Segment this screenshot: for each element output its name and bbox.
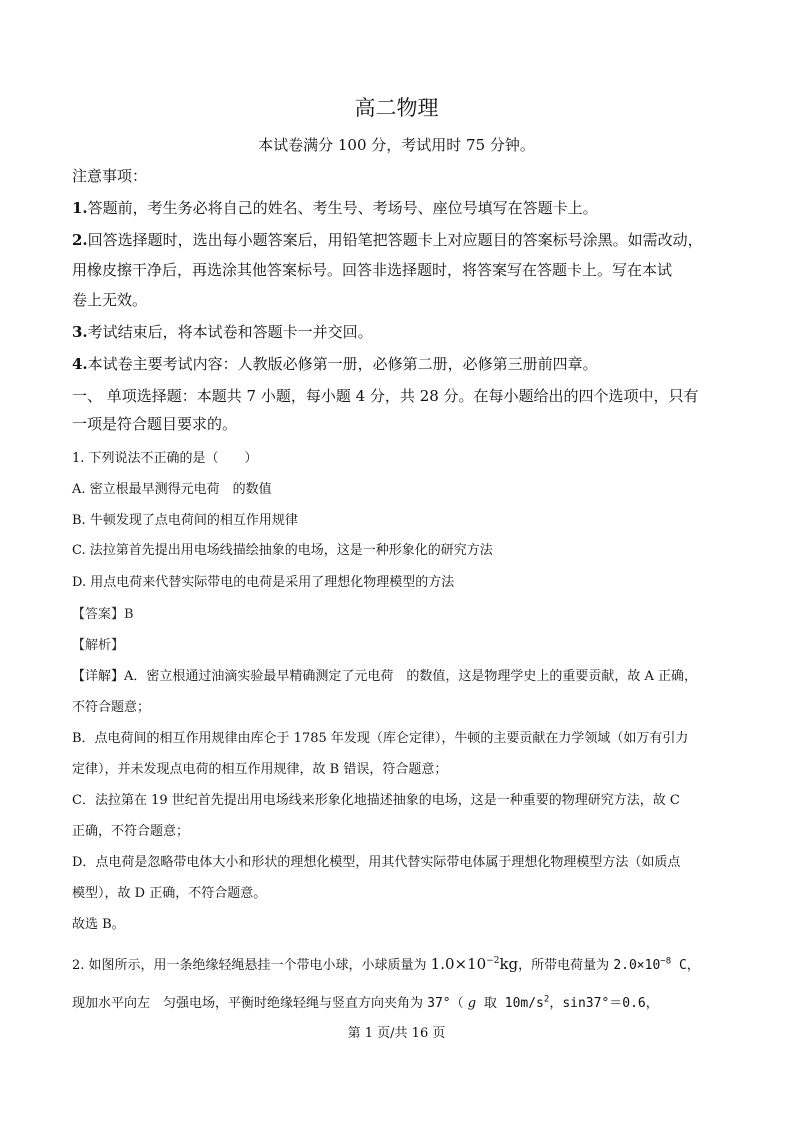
mass-exponent: −2 bbox=[486, 956, 500, 966]
mass-base: 1.0×10 bbox=[430, 955, 487, 973]
q2-text: ，所带电荷量为 bbox=[518, 958, 614, 973]
q2-text: 2. 如图所示，用一条绝缘轻绳悬挂一个带电小球，小球质量为 bbox=[72, 958, 431, 973]
detail-line: B．点电荷间的相互作用规律由库仑于 1785 年发现（库仑定律），牛顿的主要贡献在力学领域（如万有引力 bbox=[72, 731, 689, 746]
question-1-option-a: A. 密立根最早测得元电荷 的数值 bbox=[72, 482, 272, 497]
notice-item-1 bbox=[72, 198, 598, 218]
notice-item-text: 回答选择题时，选出每小题答案后，用铅笔把答题卡上对应题目的答案标号涂黑。如需改动， bbox=[87, 231, 703, 249]
q2-text: （ bbox=[450, 996, 468, 1011]
notice-item-4 bbox=[72, 354, 598, 374]
g-symbol: g bbox=[467, 996, 477, 1011]
notice-item-2-cont-1: 用橡皮擦干净后，再选涂其他答案标号。回答非选择题时，将答案写在答题卡上。写在本试 bbox=[72, 261, 673, 279]
question-1-option-d: D. 用点电荷来代替实际带电的电荷是采用了理想化物理模型的方法 bbox=[72, 575, 455, 590]
q2-text: ， bbox=[686, 958, 700, 973]
notice-item-number: 1. bbox=[72, 199, 88, 217]
question-1-option-b: B. 牛顿发现了点电荷间的相互作用规律 bbox=[72, 513, 298, 528]
notice-item-text: 考试结束后，将本试卷和答题卡一并交回。 bbox=[87, 323, 373, 341]
notice-item-text: 答题前，考生务必将自己的姓名、考生号、考场号、座位号填写在答题卡上。 bbox=[87, 199, 598, 217]
analysis-label: 【解析】 bbox=[72, 638, 125, 653]
charge-exponent: −8 bbox=[660, 956, 672, 967]
charge-value bbox=[613, 958, 686, 973]
notice-item-number: 3. bbox=[72, 323, 88, 341]
q2-text: 现加水平向左 匀强电场，平衡时绝缘轻绳与竖直方向夹角为 bbox=[72, 996, 428, 1011]
exam-subtitle: 本试卷满分 100 分，考试用时 75 分钟。 bbox=[258, 136, 535, 154]
detail-line: 故选 B。 bbox=[72, 917, 125, 932]
g-value-text: 取 10m/s bbox=[476, 996, 544, 1011]
detail-line: 定律），并未发现点电荷的相互作用规律，故 B 错误，符合题意； bbox=[72, 762, 448, 777]
notice-item-number: 2. bbox=[72, 231, 88, 249]
sin-value: ，sin37°＝0.6， bbox=[549, 996, 659, 1011]
charge-base: 2.0×10 bbox=[613, 958, 661, 973]
question-2-line1 bbox=[72, 954, 700, 976]
detail-line: 正确，不符合题意； bbox=[72, 824, 190, 839]
detail-line: 不符合题意； bbox=[72, 700, 151, 715]
detail-line: D．点电荷是忽略带电体大小和形状的理想化模型，用其代替实际带电体属于理想化物理模型方法（如质点 bbox=[72, 855, 681, 870]
charge-unit: C bbox=[671, 958, 687, 973]
notice-item-3 bbox=[72, 322, 373, 342]
question-1-option-c: C. 法拉第首先提出用电场线描绘抽象的电场，这是一种形象化的研究方法 bbox=[72, 543, 493, 558]
page-number: 第 1 页/共 16 页 bbox=[347, 1026, 446, 1041]
notice-item-text: 本试卷主要考试内容：人教版必修第一册，必修第二册，必修第三册前四章。 bbox=[87, 355, 598, 373]
answer-label: 【答案】B bbox=[72, 607, 134, 622]
detail-line: C．法拉第在 19 世纪首先提出用电场线来形象化地描述抽象的电场，这是一种重要的物理研究方法，故 C bbox=[72, 793, 680, 808]
notice-heading: 注意事项： bbox=[72, 167, 148, 185]
question-2-line2 bbox=[72, 994, 659, 1014]
notice-item-number: 4. bbox=[72, 355, 88, 373]
section-heading-line1: 一、 单项选择题：本题共 7 小题，每小题 4 分，共 28 分。在每小题给出的四个选项中，只有 bbox=[72, 387, 699, 405]
mass-unit: kg bbox=[499, 955, 519, 973]
notice-item-2 bbox=[72, 230, 703, 250]
angle-value: 37° bbox=[427, 996, 451, 1011]
notice-item-2-cont-2: 卷上无效。 bbox=[72, 291, 148, 309]
g-value bbox=[476, 996, 549, 1011]
exam-title: 高二物理 bbox=[354, 96, 439, 120]
question-1-stem: 1. 下列说法不正确的是（ ） bbox=[72, 451, 258, 466]
detail-line: 【详解】A．密立根通过油滴实验最早精确测定了元电荷 的数值，这是物理学史上的重要贡献，故 A 正确， bbox=[72, 669, 698, 684]
section-heading-line2: 一项是符合题目要求的。 bbox=[72, 415, 238, 433]
mass-value bbox=[431, 955, 519, 973]
g-exponent: 2 bbox=[543, 994, 550, 1005]
detail-line: 模型），故 D 正确，不符合题意。 bbox=[72, 886, 267, 901]
